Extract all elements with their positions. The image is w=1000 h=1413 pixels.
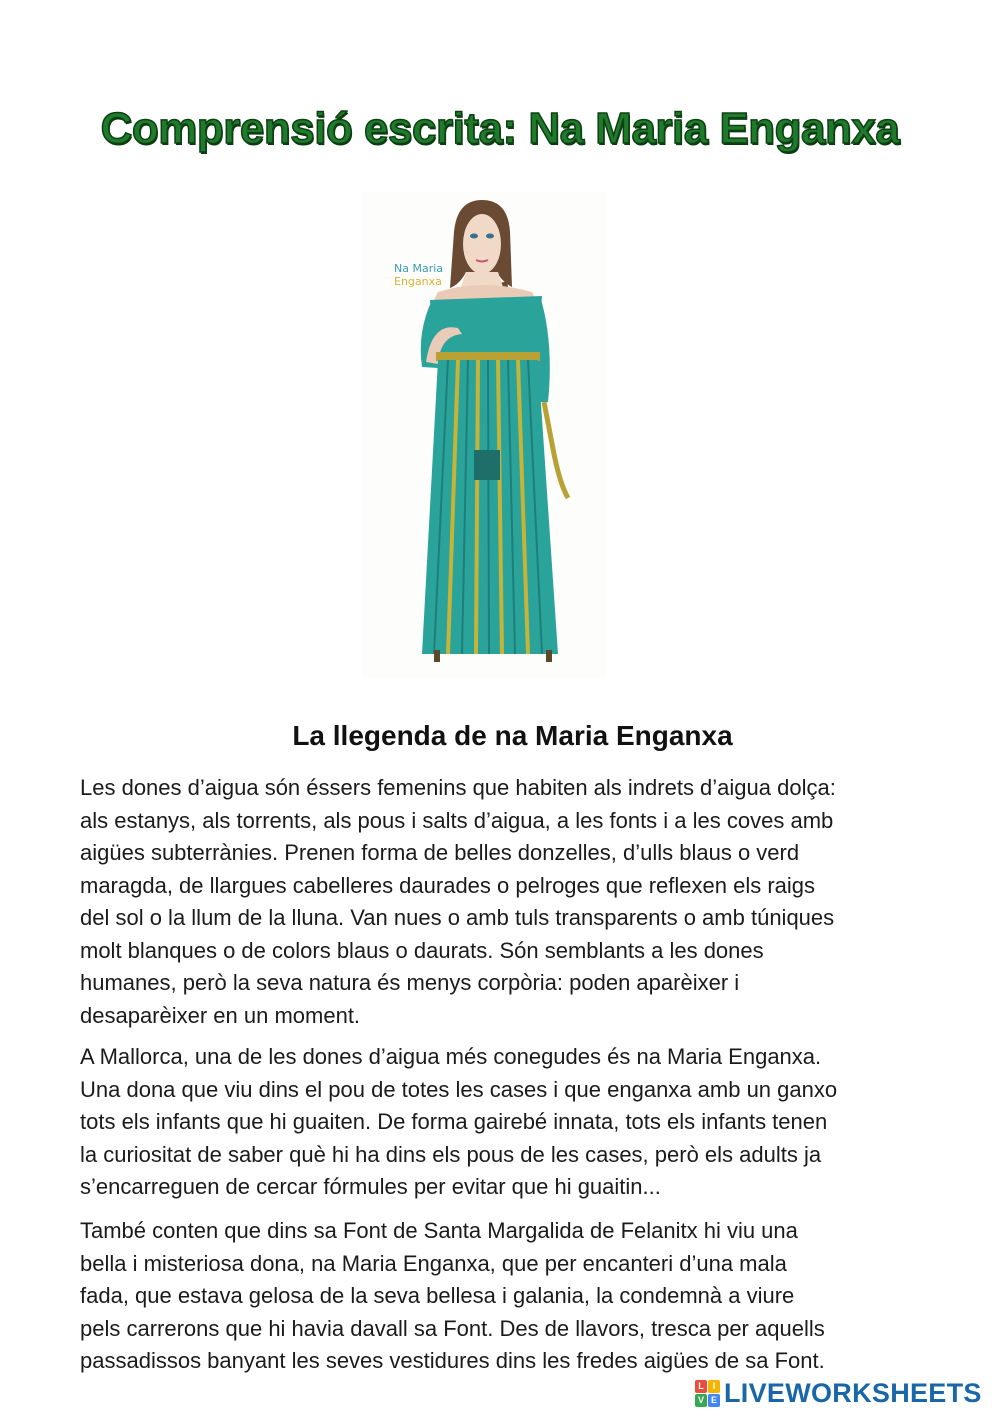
badge-letter: E [708, 1394, 720, 1407]
page-title: Comprensió escrita: Na Maria Enganxa [100, 104, 900, 153]
paragraph-line: s’encarreguen de cercar fórmules per evitar que hi guaitin... [80, 1174, 661, 1199]
paragraph-1 [80, 772, 946, 1032]
badge-letter: L [695, 1380, 707, 1393]
paragraph-line: aigües subterrànies. Prenen forma de belles donzelles, d’ulls blaus o verd [80, 840, 800, 865]
figure-drawing [362, 192, 606, 678]
paragraph-line: Una dona que viu dins el pou de totes les cases i que enganxa amb un ganxo [80, 1076, 838, 1102]
paragraph-line: A Mallorca, una de les dones d’aigua més conegudes és na Maria Enganxa. [80, 1044, 822, 1069]
paragraph-line: maragda, de llargues cabelleres daurades o pelroges que reflexen els raigs [80, 872, 816, 898]
illustration-caption-line1: Na Maria [394, 262, 444, 275]
logo-badge-icon [695, 1380, 720, 1407]
paragraph-line: del sol o la llum de la lluna. Van nues o amb tuls transparents o amb túniques [80, 905, 835, 930]
paragraph-line: desaparèixer en un moment. [80, 1002, 361, 1028]
paragraph-line: la curiositat de saber què hi ha dins els pous de les cases, però els adults ja [80, 1141, 822, 1167]
paragraph-line: Les dones d’aigua són éssers femenins que habiten als indrets d’aigua dolça: [80, 775, 836, 800]
paragraph-3 [80, 1215, 946, 1378]
paragraph-line: bella i misteriosa dona, na Maria Enganxa, que per encanteri d’una mala [80, 1250, 787, 1276]
paragraph-2 [80, 1041, 946, 1204]
illustration-caption-line2: Enganxa [394, 275, 442, 288]
badge-letter: I [708, 1380, 720, 1393]
paragraph-line: passadissos banyant les seves vestidures dins les fredes aigües de sa Font. [80, 1348, 825, 1373]
paragraph-line: molt blanques o de colors blaus o daurats. Són semblants a les dones [80, 937, 764, 963]
paragraph-line: tots els infants que hi guaiten. De forma gairebé innata, tots els infants tenen [80, 1109, 828, 1134]
paragraph-line: als estanys, als torrents, als pous i salts d’aigua, a les fonts i a les coves amb [80, 807, 834, 833]
paragraph-line: fada, que estava gelosa de la seva bellesa i galania, la condemnà a viure [80, 1283, 795, 1308]
illustration-maria-enganxa [362, 192, 606, 678]
badge-letter: V [695, 1394, 707, 1407]
liveworksheets-logo[interactable] [695, 1378, 982, 1408]
section-subtitle: La llegenda de na Maria Enganxa [292, 720, 733, 751]
paragraph-line: També conten que dins sa Font de Santa Margalida de Felanitx hi viu una [80, 1218, 798, 1243]
paragraph-line: pels carrerons que hi havia davall sa Font. Des de llavors, tresca per aquells [80, 1315, 825, 1341]
logo-text: LIVEWORKSHEETS [724, 1377, 982, 1408]
paragraph-line: humanes, però la seva natura és menys corpòria: poden aparèixer i [80, 970, 740, 995]
